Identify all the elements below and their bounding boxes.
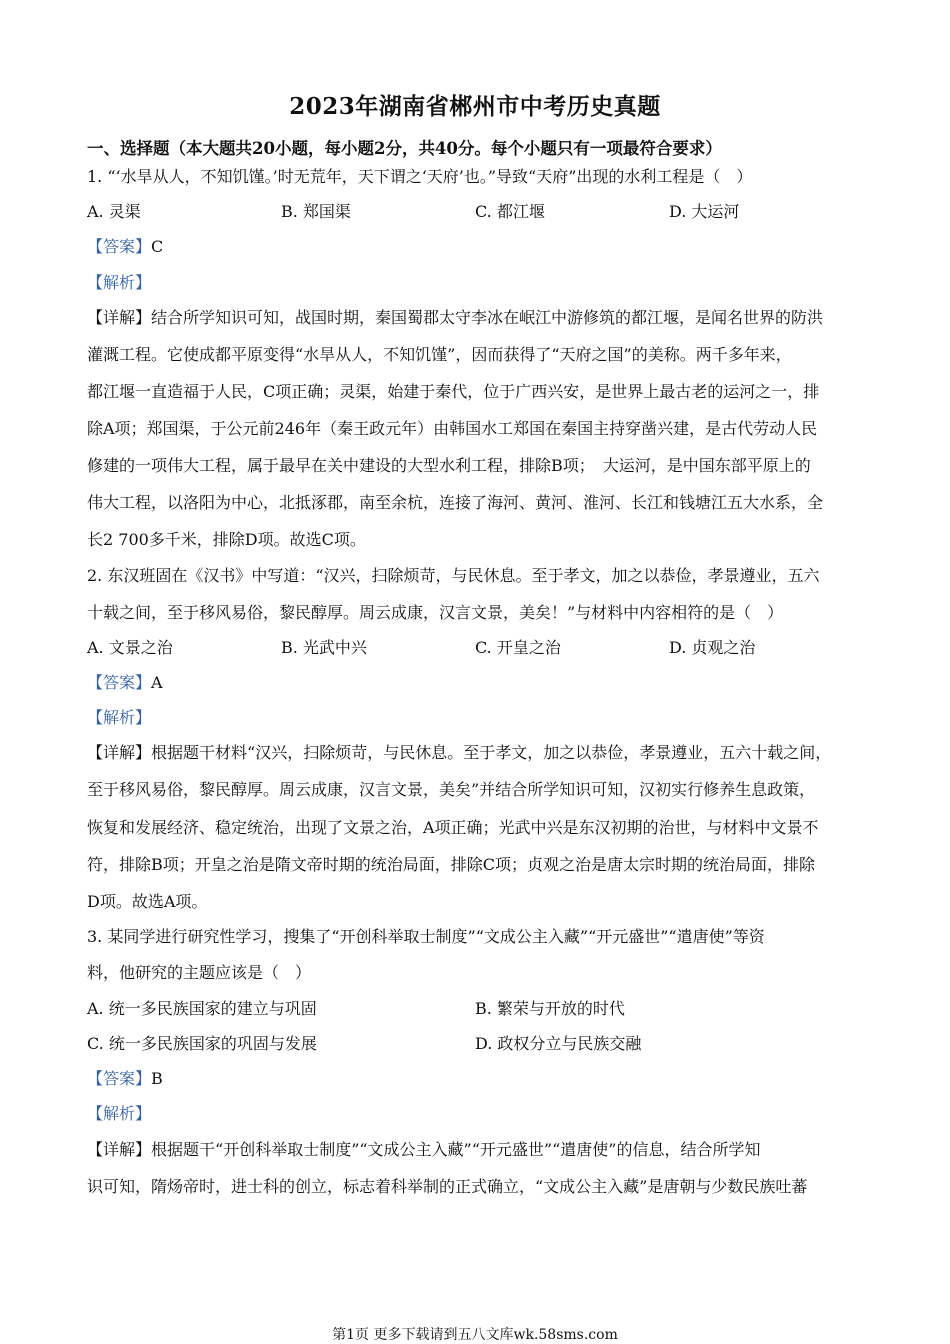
- section-heading: 一、选择题（本大题共20小题，每小题2分，共40分。每个小题只有一项最符合要求）: [87, 139, 722, 158]
- q1-detail-line: [87, 308, 823, 328]
- q2-answer: [87, 673, 163, 693]
- answer-value: C: [151, 237, 164, 256]
- detail-tag: 【详解】: [87, 308, 152, 327]
- q1-option-b: B. 郑国渠: [281, 202, 351, 221]
- q1-detail-line: 灌溉工程。它使成都平原变得“水旱从人，不知饥馑”，因而获得了“天府之国”的美称。两千多年来，: [87, 345, 792, 364]
- q1-stem: 1. “‘水旱从人，不知饥馑。’时无荒年，天下谓之‘天府’也。”导致“天府”出现的水利工程是（ ）: [87, 167, 753, 186]
- detail-tag: 【详解】: [87, 1140, 152, 1159]
- q3-answer: [87, 1069, 163, 1089]
- q1-option-c: C. 都江堰: [475, 202, 545, 221]
- q3-analysis-tag: 【解析】: [87, 1104, 152, 1123]
- q1-option-d: D. 大运河: [669, 202, 740, 221]
- detail-tag: 【详解】: [87, 743, 152, 762]
- answer-tag: 【答案】: [87, 673, 152, 692]
- q2-detail-line: 至于移风易俗，黎民醇厚。周云成康，汉言文景，美矣”并结合所学知识可知，汉初实行修养生息政策，: [87, 780, 816, 799]
- q3-option-a: A. 统一多民族国家的建立与巩固: [87, 999, 317, 1018]
- q3-detail-line: 识可知，隋炀帝时，进士科的创立，标志着科举制的正式确立，“文成公主入藏”是唐朝与少数民族吐蕃: [87, 1177, 808, 1196]
- q2-option-d: D. 贞观之治: [669, 638, 756, 657]
- q3-detail-line: [87, 1140, 760, 1160]
- q1-detail-line: 长2 700多千米，排除D项。故选C项。: [87, 530, 366, 549]
- q2-stem-line: 十载之间，至于移风易俗，黎民醇厚。周云成康，汉言文景，美矣！”与材料中内容相符的是（ ）: [87, 603, 784, 622]
- q1-detail-line: 修建的一项伟大工程，属于最早在关中建设的大型水利工程，排除B项； 大运河，是中国东部平原上的: [87, 456, 811, 475]
- q3-option-d: D. 政权分立与民族交融: [475, 1034, 642, 1053]
- detail-text: 结合所学知识可知，战国时期，秦国蜀郡太守李冰在岷江中游修筑的都江堰，是闻名世界的防洪: [151, 308, 824, 327]
- q2-detail-line: 符，排除B项；开皇之治是隋文帝时期的统治局面，排除C项；贞观之治是唐太宗时期的统治局面，排除: [87, 855, 816, 874]
- q2-option-b: B. 光武中兴: [281, 638, 367, 657]
- detail-text: 根据题干材料“汉兴，扫除烦苛，与民休息。至于孝文，加之以恭俭，孝景遵业，五六十载之间，: [151, 743, 832, 762]
- q1-detail-line: 除A项；郑国渠，于公元前246年（秦王政元年）由韩国水工郑国在秦国主持穿凿兴建，是古代劳动人民: [87, 419, 818, 438]
- q3-stem-line: 料，他研究的主题应该是（ ）: [87, 963, 312, 982]
- q2-detail-line: [87, 743, 831, 763]
- q2-detail-line: 恢复和发展经济、稳定统治，出现了文景之治，A项正确；光武中兴是东汉初期的治世，与材料中文景不: [87, 818, 819, 837]
- q2-option-c: C. 开皇之治: [475, 638, 561, 657]
- answer-tag: 【答案】: [87, 1069, 152, 1088]
- q1-detail-line: 都江堰一直造福于人民，C项正确；灵渠，始建于秦代，位于广西兴安，是世界上最古老的运河之一，排: [87, 382, 820, 401]
- q1-detail-line: 伟大工程，以洛阳为中心，北抵涿郡，南至余杭，连接了海河、黄河、淮河、长江和钱塘江五大水系，全: [87, 493, 824, 512]
- q1-answer: [87, 237, 163, 257]
- answer-value: A: [151, 673, 163, 692]
- q1-analysis-tag: 【解析】: [87, 273, 152, 292]
- q2-stem-line: 2. 东汉班固在《汉书》中写道：“汉兴，扫除烦苛，与民休息。至于孝文，加之以恭俭，孝景遵业，五六: [87, 566, 820, 585]
- q3-option-b: B. 繁荣与开放的时代: [475, 999, 625, 1018]
- q2-detail-line: D项。故选A项。: [87, 892, 208, 911]
- detail-text: 根据题干“开创科举取士制度”“文成公主入藏”“开元盛世”“遣唐使”的信息，结合所学知: [151, 1140, 761, 1159]
- q2-option-a: A. 文景之治: [87, 638, 173, 657]
- document-title: 2023年湖南省郴州市中考历史真题: [289, 93, 661, 120]
- page-footer: 第1页 更多下载请到五八文库wk.58sms.com: [332, 1327, 618, 1343]
- q3-option-c: C. 统一多民族国家的巩固与发展: [87, 1034, 317, 1053]
- answer-tag: 【答案】: [87, 237, 152, 256]
- q2-analysis-tag: 【解析】: [87, 708, 152, 727]
- q3-stem-line: 3. 某同学进行研究性学习，搜集了“开创科举取士制度”“文成公主入藏”“开元盛世”“遣唐使”等资: [87, 927, 765, 946]
- q1-option-a: A. 灵渠: [87, 202, 141, 221]
- answer-value: B: [151, 1069, 163, 1088]
